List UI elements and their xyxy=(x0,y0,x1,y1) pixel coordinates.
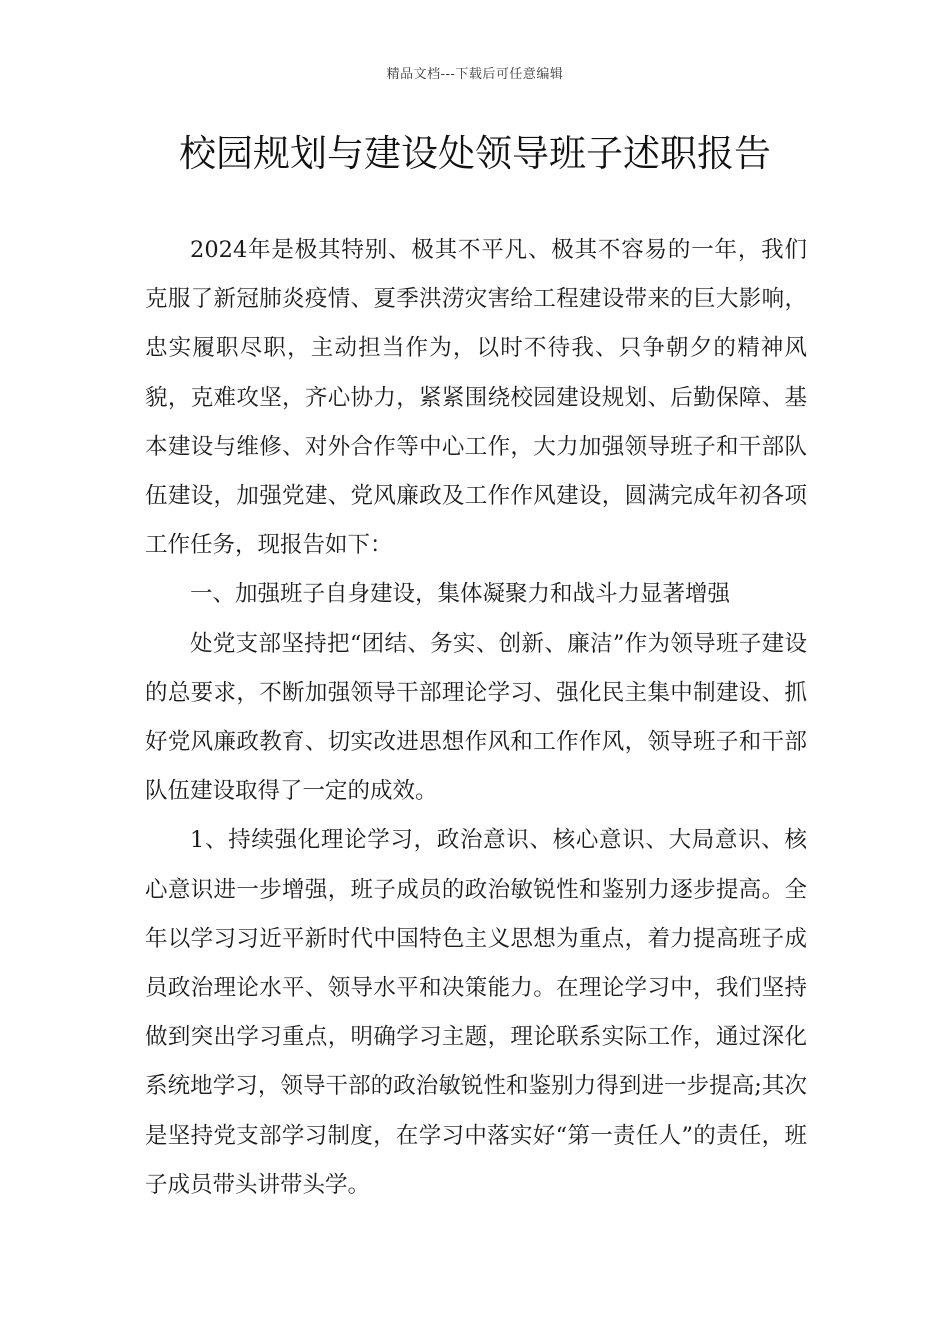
document-body xyxy=(145,226,807,1210)
paragraph-section-1: 处党支部坚持把“团结、务实、创新、廉洁”作为领导班子建设的总要求，不断加强领导干部理论学习、强化民主集中制建设、抓好党风廉政教育、切实改进思想作风和工作作风，领导班子和干部队伍建设取得了一定的成效。 xyxy=(145,630,807,805)
paragraph-intro: 2024年是极其特别、极其不平凡、极其不容易的一年，我们克服了新冠肺炎疫情、夏季洪涝灾害给工程建设带来的巨大影响，忠实履职尽职，主动担当作为，以时不待我、只争朝夕的精神风貌，克难攻坚，齐心协力，紧紧围绕校园建设规划、后勤保障、基本建设与维修、对外合作等中心工作，大力加强领导班子和干部队伍建设，加强党建、党风廉政及工作作风建设，圆满完成年初各项工作任务，现报告如下： xyxy=(145,237,807,559)
document-title: 校园规划与建设处领导班子述职报告 xyxy=(179,132,771,175)
header-note: 精品文档---下载后可任意编辑 xyxy=(386,67,564,82)
paragraph-item-1: 1、持续强化理论学习，政治意识、核心意识、大局意识、核心意识进一步增强，班子成员的政治敏锐性和鉴别力逐步提高。全年以学习习近平新时代中国特色主义思想为重点，着力提高班子成员政治理论水平、领导水平和决策能力。在理论学习中，我们坚持做到突出学习重点，明确学习主题，理论联系实际工作，通过深化系统地学习，领导干部的政治敏锐性和鉴别力得到进一步提高;其次是坚持党支部学习制度，在学习中落实好“第一责任人”的责任，班子成员带头讲带头学。 xyxy=(145,827,807,1198)
section-heading-1: 一、加强班子自身建设，集体凝聚力和战斗力显著增强 xyxy=(190,581,731,608)
